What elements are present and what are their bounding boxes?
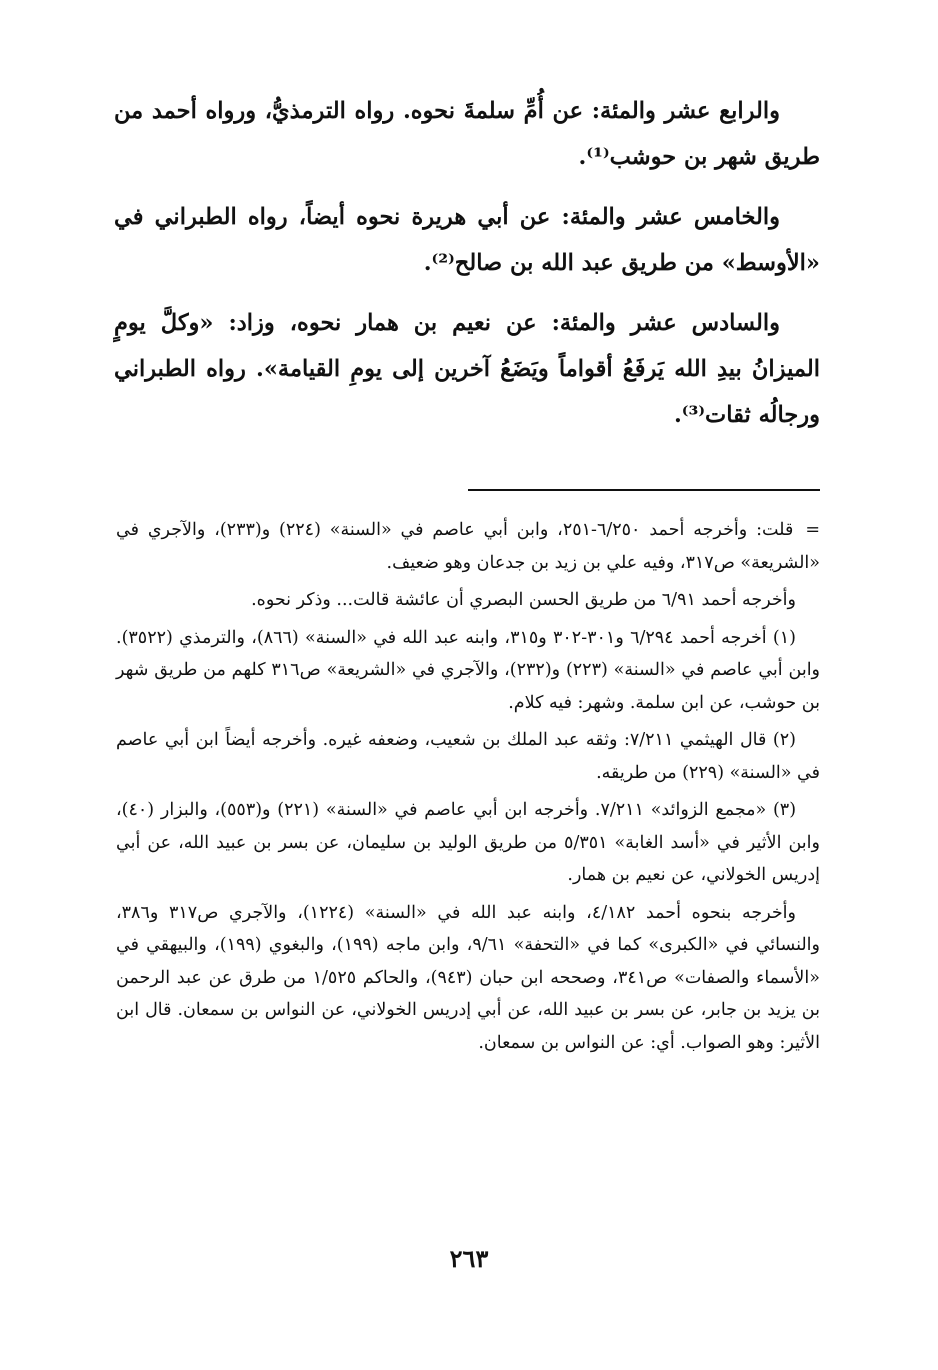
footnote-divider <box>468 489 820 491</box>
page-number: ٢٦٣ <box>449 1244 489 1273</box>
footnote-continuation-text: قلت: وأخرجه أحمد ٦/٢٥٠-٢٥١، وابن أبي عاصم في «السنة» (٢٢٤) و(٢٣٣)، والآجري في «الشريعة» ص٣١٧، وفيه علي بن زيد بن جدعان وهو ضعيف. <box>116 520 820 573</box>
main-paragraph-114: والرابع عشر والمئة: عن أُمِّ سلمةَ نحوه. رواه الترمذيُّ، ورواه أحمد من طريق شهر بن حوشب⁽¹⁾. <box>114 98 820 170</box>
continuation-mark: = <box>805 520 820 540</box>
footnote-2: (٢) قال الهيثمي ٧/٢١١: وثقه عبد الملك بن شعيب، وضعفه غيره. وأخرجه أيضاً ابن أبي عاصم في «السنة» (٢٢٩) من طريقه. <box>116 730 820 783</box>
footnotes-section <box>116 514 820 1064</box>
footnote-3: (٣) «مجمع الزوائد» ٧/٢١١. وأخرجه ابن أبي عاصم في «السنة» (٢٢١) و(٥٥٣)، والبزار (٤٠)، وابن الأثير في «أسد الغابة» ٥/٣٥١ من طريق الوليد بن سليمان، عن بسر بن عبيد الله، عن أبي إدريس الخولاني، عن نعيم بن همار. <box>116 800 820 885</box>
footnote-continuation <box>116 514 820 579</box>
footnote-item: وأخرجه أحمد ٦/٩١ من طريق الحسن البصري أن عائشة قالت... وذكر نحوه. <box>251 590 796 610</box>
main-paragraph-115: والخامس عشر والمئة: عن أبي هريرة نحوه أيضاً، رواه الطبراني في «الأوسط» من طريق عبد الله بن صالح⁽²⁾. <box>114 204 820 276</box>
footnote-3-continued: وأخرجه بنحوه أحمد ٤/١٨٢، وابنه عبد الله في «السنة» (١٢٢٤)، والآجري ص٣١٧ و٣٨٦، والنسائي في «الكبرى» كما في «التحفة» ٩/٦١، وابن ماجه (١٩٩)، والبغوي (١٩٩)، والبيهقي في «الأسماء والصفات» ص٣٤١، وصححه ابن حبان (٩٤٣)، والحاكم ١/٥٢٥ من طرق عن عبد الرحمن بن يزيد بن جابر، عن بسر بن عبيد الله، عن أبي إدريس الخولاني، عن النواس بن سمعان. قال ابن الأثير: وهو الصواب. أي: عن النواس بن سمعان. <box>116 902 820 1053</box>
footnote-1: (١) أخرجه أحمد ٦/٢٩٤ و٣٠١-٣٠٢ و٣١٥، وابنه عبد الله في «السنة» (٨٦٦)، والترمذي (٣٥٢٢). وابن أبي عاصم في «السنة» (٢٢٣) و(٢٣٢)، والآجري في «الشريعة» ص٣١٦ كلهم من طريق شهر بن حوشب، عن ابن سلمة. وشهر: فيه كلام. <box>116 627 821 713</box>
main-paragraph-116: والسادس عشر والمئة: عن نعيم بن همار نحوه، وزاد: «وكلَّ يومٍ الميزانُ بيدِ الله يَرفَعُ أقواماً ويَضَعُ آخرين إلى يومِ القيامة». رواه الطبراني ورجالُه ثقات⁽³⁾. <box>114 310 820 428</box>
main-text-body <box>114 88 820 452</box>
